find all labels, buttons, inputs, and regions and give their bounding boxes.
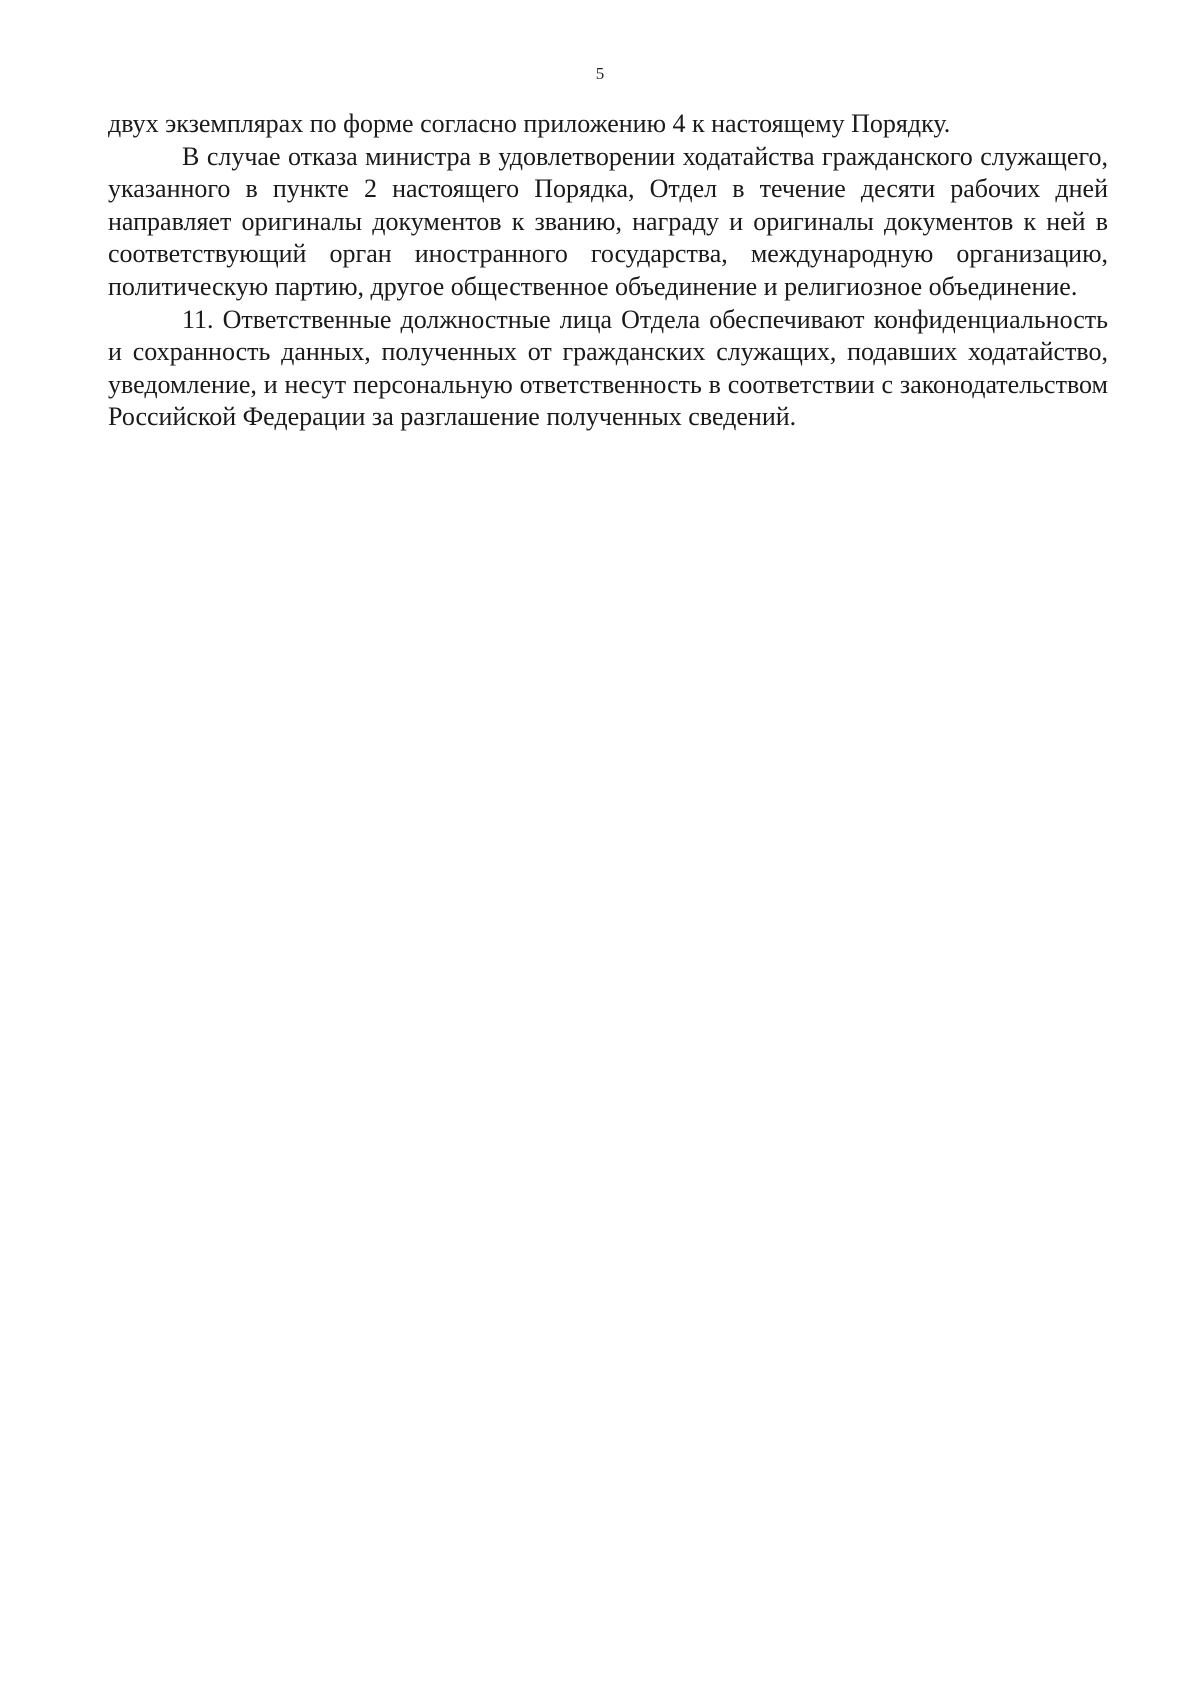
paragraph-continuation: двух экземплярах по форме согласно приложению 4 к настоящему Порядку.: [108, 109, 951, 138]
paragraph-11-confidentiality: 11. Ответственные должностные лица Отдела обеспечивают конфиденциальность и сохранность данных, полученных от гражданских служащих, подавших ходатайство, уведомление, и несут персональную ответственность в соответствии с законодательством Российской Федерации за разглашение полученных сведений.: [108, 304, 1108, 432]
paragraph-refusal-case: В случае отказа министра в удовлетворении ходатайства гражданского служащего, указанного в пункте 2 настоящего Порядка, Отдел в течение десяти рабочих дней направляет оригиналы документов к званию, награду и оригиналы документов к ней в соответствующий орган иностранного государства, международную организацию, политическую партию, другое общественное объединение и религиозное объединение.: [108, 141, 1108, 301]
document-body: [108, 108, 1108, 434]
page-number: 5: [595, 64, 605, 83]
